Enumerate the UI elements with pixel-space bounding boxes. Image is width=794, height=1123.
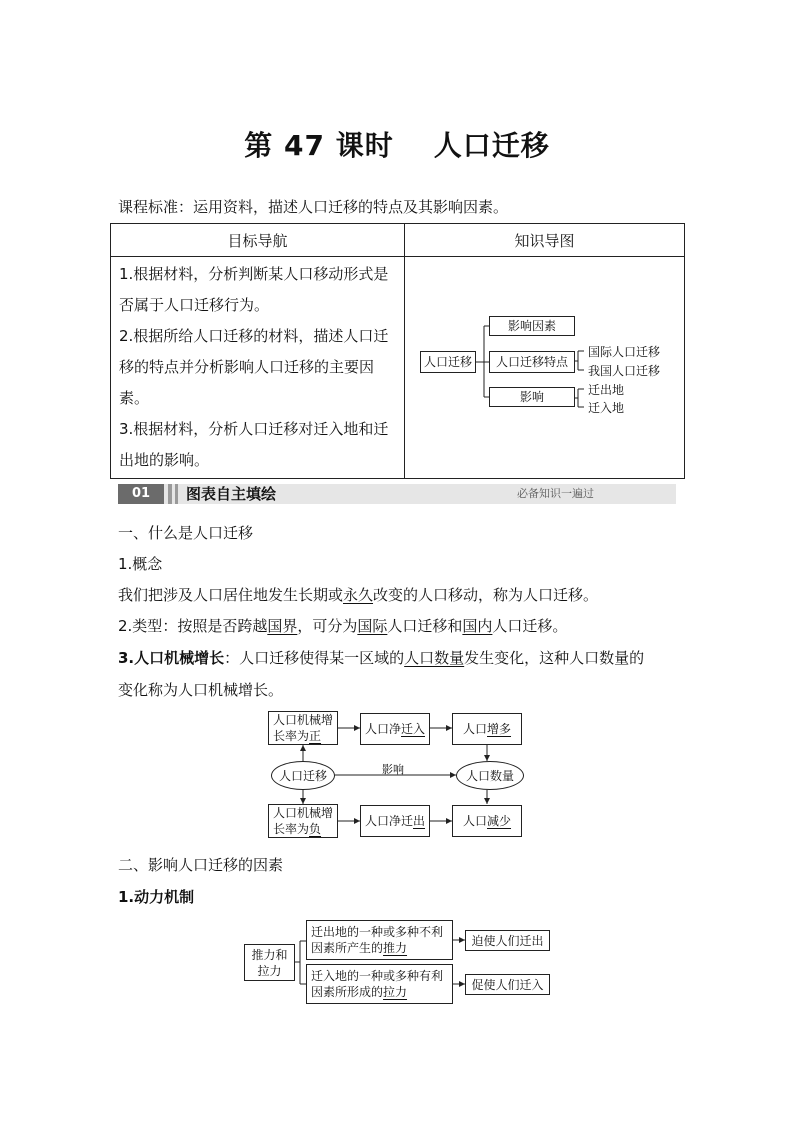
mindmap-branch: 人口迁移特点 xyxy=(489,351,575,373)
divider xyxy=(175,484,178,504)
section-subtitle: 必备知识一遍过 xyxy=(517,487,594,500)
types-text: 2.类型：按照是否跨越国界，可分为国际人口迁移和国内人口迁移。 xyxy=(118,617,568,635)
migration-ellipse: 人口迁移 xyxy=(271,761,335,790)
blank-answer: 国际 xyxy=(357,617,388,635)
decrease-box: 人口 减少 xyxy=(452,805,522,837)
growth-text-cont: 变化称为人口机械增长。 xyxy=(118,681,284,699)
force-out-box: 迫使人们迁出 xyxy=(465,930,550,951)
blank-answer: 国界 xyxy=(267,617,298,635)
positive-growth-box: 人口机械增 长率为正 xyxy=(268,711,338,745)
growth-text: 3.人口机械增长：人口迁移使得某一区域的人口数量发生变化，这种人口数量的 xyxy=(118,649,645,667)
blank-answer: 人口数量 xyxy=(404,649,465,667)
blank-answer: 国内 xyxy=(462,617,493,635)
goal-item: 3.根据材料，分析人口迁移对迁入地和迁出地的影响。 xyxy=(119,420,389,469)
goal-item: 2.根据所给人口迁移的材料，描述人口迁移的特点并分析影响人口迁移的主要因素。 xyxy=(119,327,389,407)
section-number: 01 xyxy=(118,484,164,504)
negative-growth-box: 人口机械增 长率为负 xyxy=(268,804,338,838)
blank-answer: 永久 xyxy=(343,586,374,604)
increase-box: 人口 增多 xyxy=(452,713,522,745)
mindmap-root: 人口迁移 xyxy=(420,351,476,373)
net-in-box: 人口净 迁入 xyxy=(360,713,430,745)
affects-label: 影响 xyxy=(382,763,404,776)
heading-what-is-migration: 一、什么是人口迁移 xyxy=(118,524,254,542)
concept-text: 我们把涉及人口居住地发生长期或永久改变的人口移动，称为人口迁移。 xyxy=(118,586,599,604)
section-title: 图表自主填绘 xyxy=(186,485,277,503)
population-ellipse: 人口数量 xyxy=(456,761,524,790)
push-pull-box: 推力和 拉力 xyxy=(244,944,295,981)
lesson-topic: 人口迁移 xyxy=(433,129,550,162)
mindmap-branch: 影响因素 xyxy=(489,316,575,336)
heading-factors: 二、影响人口迁移的因素 xyxy=(118,856,284,874)
goal-item: 1.根据材料，分析判断某人口移动形式是否属于人口迁移行为。 xyxy=(119,265,389,314)
section-banner xyxy=(118,484,676,504)
draw-in-box: 促使人们迁入 xyxy=(465,974,550,995)
mindmap-leaf: 迁出地 xyxy=(588,383,625,397)
mechanism-label: 1.动力机制 xyxy=(118,888,195,906)
mindmap-leaf: 迁入地 xyxy=(588,401,625,415)
concept-label: 1.概念 xyxy=(118,555,163,573)
mindmap-branch: 影响 xyxy=(489,387,575,407)
lesson-number: 第 47 课时 xyxy=(244,129,394,162)
header-goals: 目标导航 xyxy=(111,224,405,257)
mindmap-leaf: 国际人口迁移 xyxy=(588,345,661,359)
header-mindmap: 知识导图 xyxy=(405,224,685,257)
mindmap-leaf: 我国人口迁移 xyxy=(588,364,661,378)
pull-factor-box: 迁入地的一种或多种有利 因素所形成的拉力 xyxy=(306,964,453,1004)
curriculum-standard: 课程标准：运用资料，描述人口迁移的特点及其影响因素。 xyxy=(118,198,509,216)
push-factor-box: 迁出地的一种或多种不利 因素所产生的推力 xyxy=(306,920,453,960)
divider xyxy=(168,484,172,504)
net-out-box: 人口净迁 出 xyxy=(360,805,430,837)
